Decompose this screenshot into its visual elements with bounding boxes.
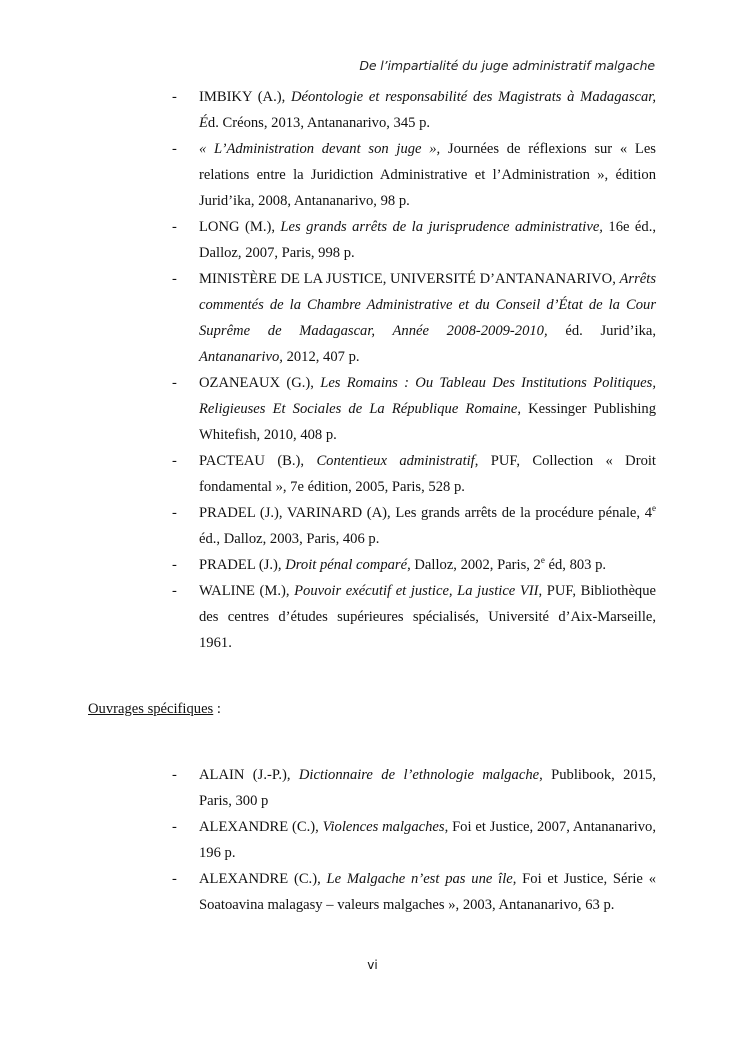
reference-text: OZANEAUX (G.), — [199, 375, 321, 391]
reference-text: , Kessinger Publishing Whitefish, 2010, 408 p. — [199, 401, 657, 443]
reference-item — [168, 214, 656, 266]
reference-text: éd, 803 p. — [544, 557, 607, 573]
list-bullet: - — [172, 767, 177, 783]
list-bullet: - — [172, 557, 177, 573]
reference-item — [168, 84, 656, 136]
reference-text: e — [652, 503, 656, 514]
reference-item — [168, 552, 656, 578]
reference-text: Le Malgache n’est pas une île — [326, 871, 513, 887]
reference-text: ALAIN (J.-P.), — [199, 767, 299, 783]
reference-text: MINISTÈRE DE LA JUSTICE, UNIVERSITÉ D’ANTANANARIVO, — [199, 271, 620, 287]
reference-text: WALINE (M.), — [199, 583, 295, 599]
running-header: De l’impartialité du juge administratif malgache — [359, 58, 655, 73]
reference-text: PACTEAU (B.), — [199, 453, 317, 469]
reference-text: 16e éd., Dalloz, 2007, Paris, 998 p. — [199, 219, 656, 261]
reference-text: IMBIKY (A.), — [199, 89, 291, 105]
reference-text: Les grands arrêts de la jurisprudence administrative, — [280, 219, 603, 235]
reference-text: , PUF, Collection « Droit fondamental », 7e édition, 2005, Paris, 528 p. — [199, 453, 656, 495]
reference-text: PRADEL (J.) — [199, 557, 278, 573]
reference-item — [168, 136, 656, 214]
reference-item — [168, 500, 656, 552]
reference-item — [168, 762, 656, 814]
list-bullet: - — [172, 505, 177, 521]
list-bullet: - — [172, 219, 177, 235]
reference-text: Déontologie et responsabilité des Magistrats à Madagascar, — [290, 89, 656, 105]
reference-text: e — [540, 555, 545, 566]
reference-text: , PUF, Bibliothèque des centres d’études supérieures spécialisés, Université d’Aix-Marseille, 1961. — [199, 583, 657, 651]
general-references-list — [168, 84, 656, 656]
reference-text: d. Créons, 2013, Antananarivo, 345 p. — [207, 115, 431, 131]
reference-text: , Foi et Justice, 2007, Antananarivo, 196 p. — [199, 819, 656, 861]
reference-text: PRADEL (J.), VARINARD (A), Les grands arrêts de la procédure pénale, 4 — [199, 505, 652, 521]
reference-text: É — [199, 115, 208, 131]
list-bullet: - — [172, 871, 177, 887]
list-bullet: - — [172, 375, 177, 391]
reference-text: Dictionnaire de l’ethnologie malgache — [298, 767, 540, 783]
reference-text: LONG (M.), — [199, 219, 281, 235]
reference-text: ALEXANDRE (C.), — [199, 871, 327, 887]
reference-text: , Droit pénal comparé — [277, 557, 408, 573]
reference-text: , Dalloz, 2002, Paris, 2 — [407, 557, 541, 573]
reference-text: , Foi et Justice, Série « Soatoavina malagasy – valeurs malgaches », 2003, Antananarivo, 63 p. — [199, 871, 656, 913]
list-bullet: - — [172, 271, 177, 287]
reference-text: 2012, 407 p. — [282, 349, 360, 365]
reference-item — [168, 866, 656, 918]
list-bullet: - — [172, 89, 177, 105]
reference-text: , Publibook, 2015, Paris, 300 p — [199, 767, 656, 809]
list-bullet: - — [172, 141, 177, 157]
reference-text: Les Romains : Ou Tableau Des Institutions Politiques, Religieuses Et Sociales de La République Romaine — [199, 375, 656, 417]
list-bullet: - — [172, 819, 177, 835]
reference-item — [168, 814, 656, 866]
list-bullet: - — [172, 453, 177, 469]
list-bullet: - — [172, 583, 177, 599]
section-title-suffix: : — [213, 701, 221, 717]
reference-text: « L’Administration devant son juge », — [199, 141, 441, 157]
reference-text: Pouvoir exécutif et justice, La justice VII — [294, 583, 539, 599]
section-heading — [88, 696, 221, 722]
reference-text: Antananarivo, — [199, 349, 283, 365]
section-title: Ouvrages spécifiques — [88, 701, 214, 717]
reference-text: Violences malgaches — [322, 819, 445, 835]
reference-item — [168, 578, 656, 656]
page-number: vi — [367, 958, 378, 972]
reference-text: Contentieux administratif — [316, 453, 475, 469]
reference-text: Journées de réflexions sur « Les relations entre la Juridiction Administrative et l’Administration », édition Jurid’ika, 2008, Antananarivo, 98 p. — [199, 141, 656, 209]
reference-text: éd. Jurid’ika, — [547, 323, 656, 339]
reference-item — [168, 448, 656, 500]
reference-item — [168, 370, 656, 448]
reference-text: ALEXANDRE (C.), — [199, 819, 323, 835]
reference-item — [168, 266, 656, 370]
reference-text: éd., Dalloz, 2003, Paris, 406 p. — [199, 531, 380, 547]
reference-text: Arrêts commentés de la Chambre Administrative et du Conseil d’État de la Cour Suprême de Madagascar, Année 2008-2009-2010, — [199, 271, 656, 339]
specific-references-list — [168, 762, 656, 918]
